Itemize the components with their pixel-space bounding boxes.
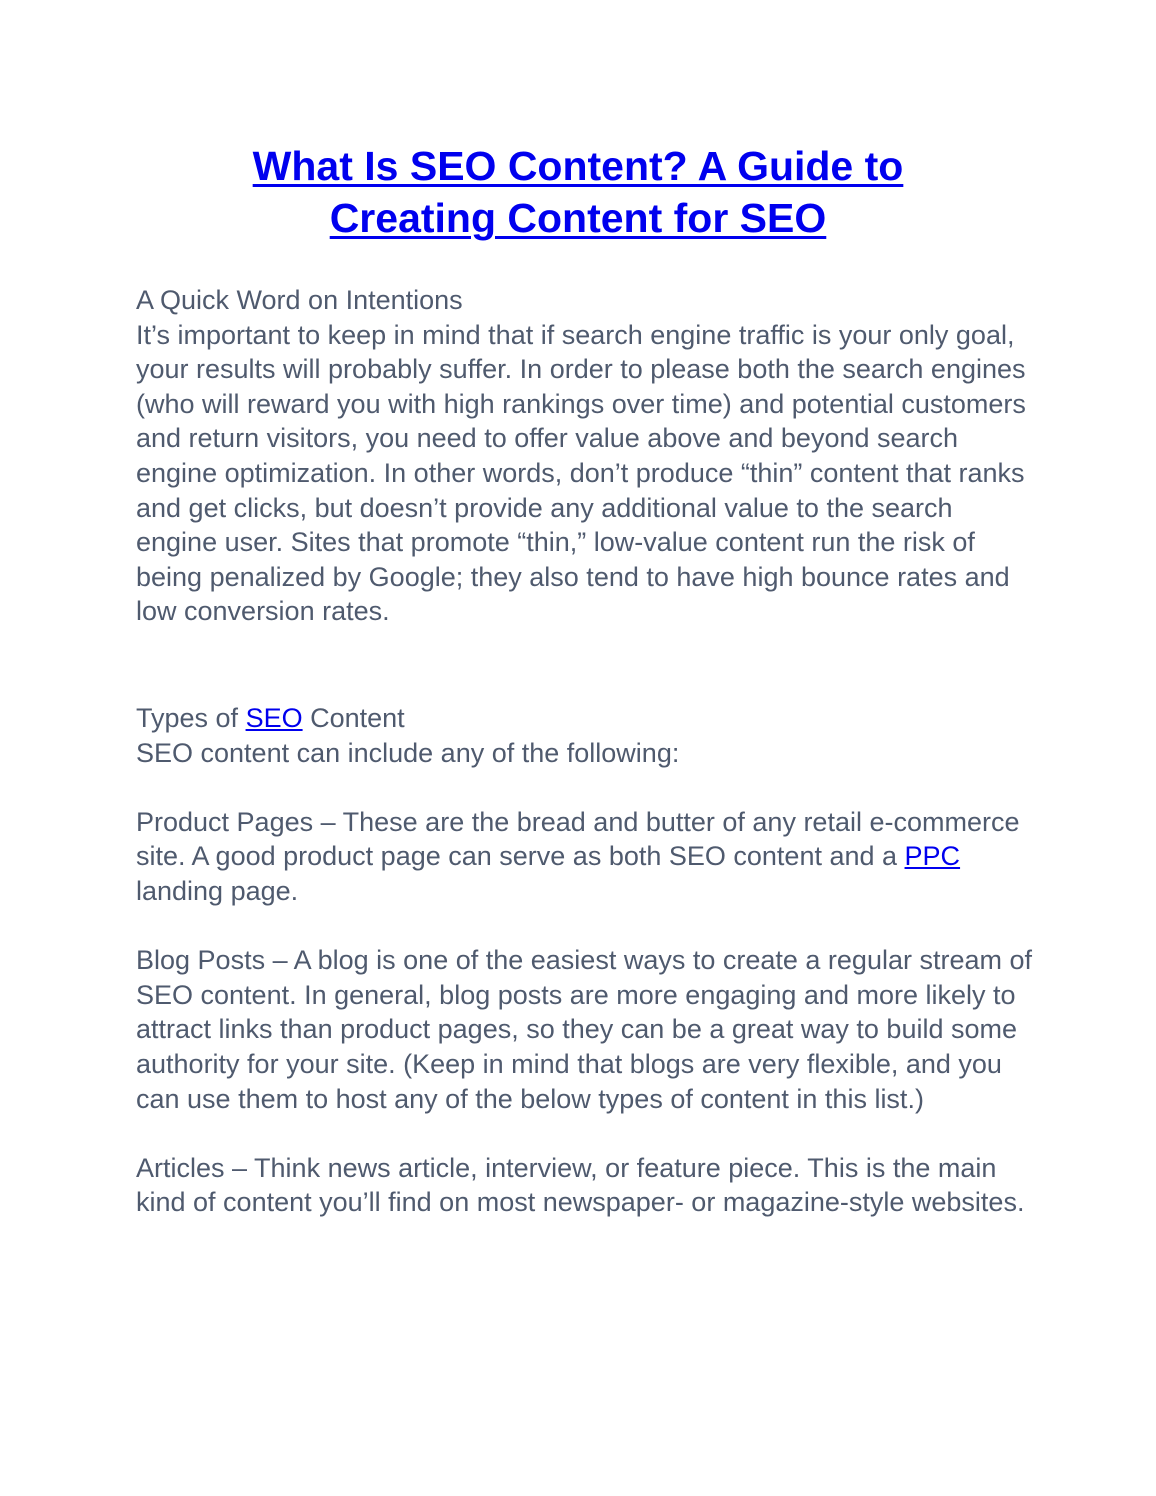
product-pages-text-end: landing page. bbox=[136, 875, 299, 906]
types-heading-suffix: Content bbox=[302, 703, 405, 733]
paragraph-spacer bbox=[136, 1116, 1036, 1151]
title-link[interactable] bbox=[253, 143, 904, 241]
types-heading-prefix: Types of bbox=[136, 703, 246, 733]
title-line-2: Creating Content for SEO bbox=[329, 195, 827, 241]
paragraph-spacer bbox=[136, 909, 1036, 944]
seo-link[interactable]: SEO bbox=[245, 703, 303, 733]
types-section bbox=[136, 701, 1036, 1220]
product-pages-paragraph bbox=[136, 805, 1036, 909]
product-pages-text: Product Pages – These are the bread and butter of any retail e-commerce site. A good product page can serve as both SEO content and a bbox=[136, 806, 1020, 872]
intentions-section bbox=[136, 283, 1036, 629]
ppc-link[interactable]: PPC bbox=[904, 841, 961, 872]
intentions-paragraph: It’s important to keep in mind that if search engine traffic is your only goal, your results will probably suffer. In order to please both the search engines (who will reward you with high rankings over time) and potential customers and return visitors, you need to offer value above and beyond search engine optimization. In other words, don’t produce “thin” content that ranks and get clicks, but doesn’t provide any additional value to the search engine user. Sites that promote “thin,” low-value content run the risk of being penalized by Google; they also tend to have high bounce rates and low conversion rates. bbox=[136, 319, 1026, 627]
paragraph-spacer bbox=[136, 770, 1036, 805]
articles-paragraph: Articles – Think news article, interview, or feature piece. This is the main kind of content you’ll find on most newspaper- or magazine-style websites. bbox=[136, 1152, 1025, 1218]
title-line-1: What Is SEO Content? A Guide to bbox=[252, 143, 904, 189]
blog-posts-paragraph: Blog Posts – A blog is one of the easiest ways to create a regular stream of SEO content. In general, blog posts are more engaging and more likely to attract links than product pages, so they can be a great way to build some authority for your site. (Keep in mind that blogs are very flexible, and you can use them to host any of the below types of content in this list.) bbox=[136, 945, 1032, 1114]
intentions-heading: A Quick Word on Intentions bbox=[136, 285, 463, 315]
types-intro: SEO content can include any of the following: bbox=[136, 737, 680, 768]
types-heading bbox=[136, 701, 1036, 736]
document-title bbox=[150, 140, 1006, 244]
